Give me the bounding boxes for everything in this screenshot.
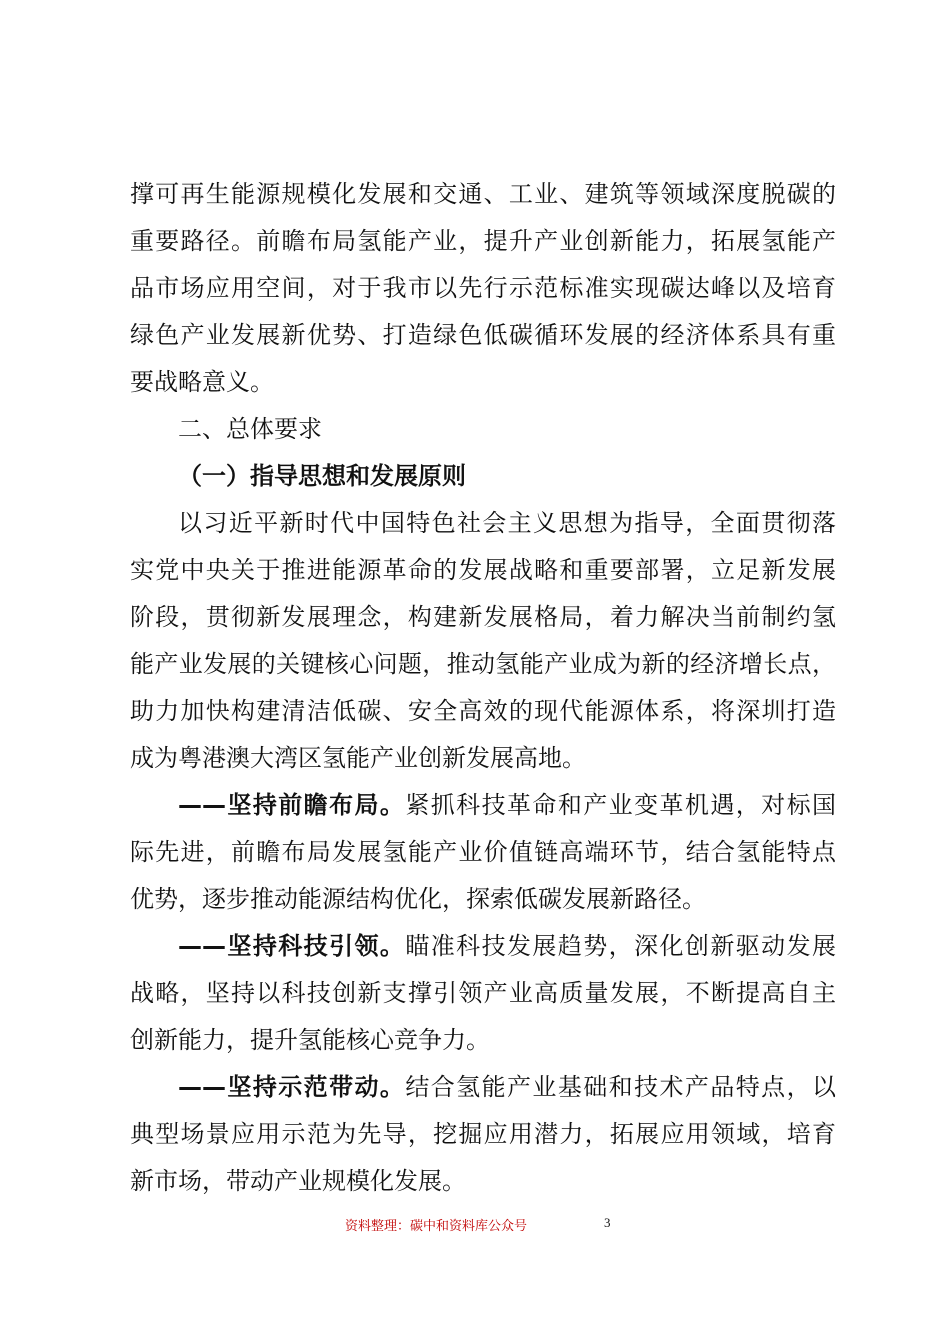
body-line: 际先进，前瞻布局发展氢能产业价值链高端环节，结合氢能特点	[130, 838, 836, 866]
page-number: 3	[604, 1215, 611, 1230]
document-body	[130, 171, 836, 1205]
body-line: 战略，坚持以科技创新支撑引领产业高质量发展，不断提高自主	[130, 979, 836, 1007]
body-line: 实党中央关于推进能源革命的发展战略和重要部署，立足新发展	[130, 556, 836, 584]
body-line: 以习近平新时代中国特色社会主义思想为指导，全面贯彻落	[178, 509, 836, 537]
footer-source-note: 资料整理：碳中和资料库公众号	[345, 1219, 528, 1234]
body-line: 助力加快构建清洁低碳、安全高效的现代能源体系，将深圳打造	[130, 697, 836, 725]
principle-text: 紧抓科技革命和产业变革机遇，对标国	[405, 791, 837, 819]
principle-first-line	[130, 923, 836, 970]
principle-first-line	[130, 782, 836, 829]
body-line: 能产业发展的关键核心问题，推动氢能产业成为新的经济增长点，	[130, 650, 836, 678]
body-line: 优势，逐步推动能源结构优化，探索低碳发展新路径。	[130, 885, 706, 913]
principle-text: 结合氢能产业基础和技术产品特点，以	[405, 1073, 837, 1101]
body-line: 阶段，贯彻新发展理念，构建新发展格局，着力解决当前制约氢	[130, 603, 836, 631]
subsection-heading: （一）指导思想和发展原则	[178, 462, 466, 490]
principle-title: ——坚持科技引领。	[178, 932, 406, 960]
body-line: 要战略意义。	[130, 368, 274, 396]
section-heading: 二、总体要求	[178, 415, 322, 443]
body-line: 成为粤港澳大湾区氢能产业创新发展高地。	[130, 744, 586, 772]
body-line: 典型场景应用示范为先导，挖掘应用潜力，拓展应用领域，培育	[130, 1120, 836, 1148]
principle-first-line	[130, 1064, 836, 1111]
body-line: 品市场应用空间，对于我市以先行示范标准实现碳达峰以及培育	[130, 274, 836, 302]
body-line: 新市场，带动产业规模化发展。	[130, 1167, 466, 1195]
body-line: 重要路径。前瞻布局氢能产业，提升产业创新能力，拓展氢能产	[130, 227, 836, 255]
body-line: 创新能力，提升氢能核心竞争力。	[130, 1026, 490, 1054]
body-line: 绿色产业发展新优势、打造绿色低碳循环发展的经济体系具有重	[130, 321, 836, 349]
principle-title: ——坚持前瞻布局。	[178, 791, 406, 819]
principle-title: ——坚持示范带动。	[178, 1073, 406, 1101]
principle-text: 瞄准科技发展趋势，深化创新驱动发展	[405, 932, 837, 960]
body-line: 撑可再生能源规模化发展和交通、工业、建筑等领域深度脱碳的	[130, 180, 836, 208]
